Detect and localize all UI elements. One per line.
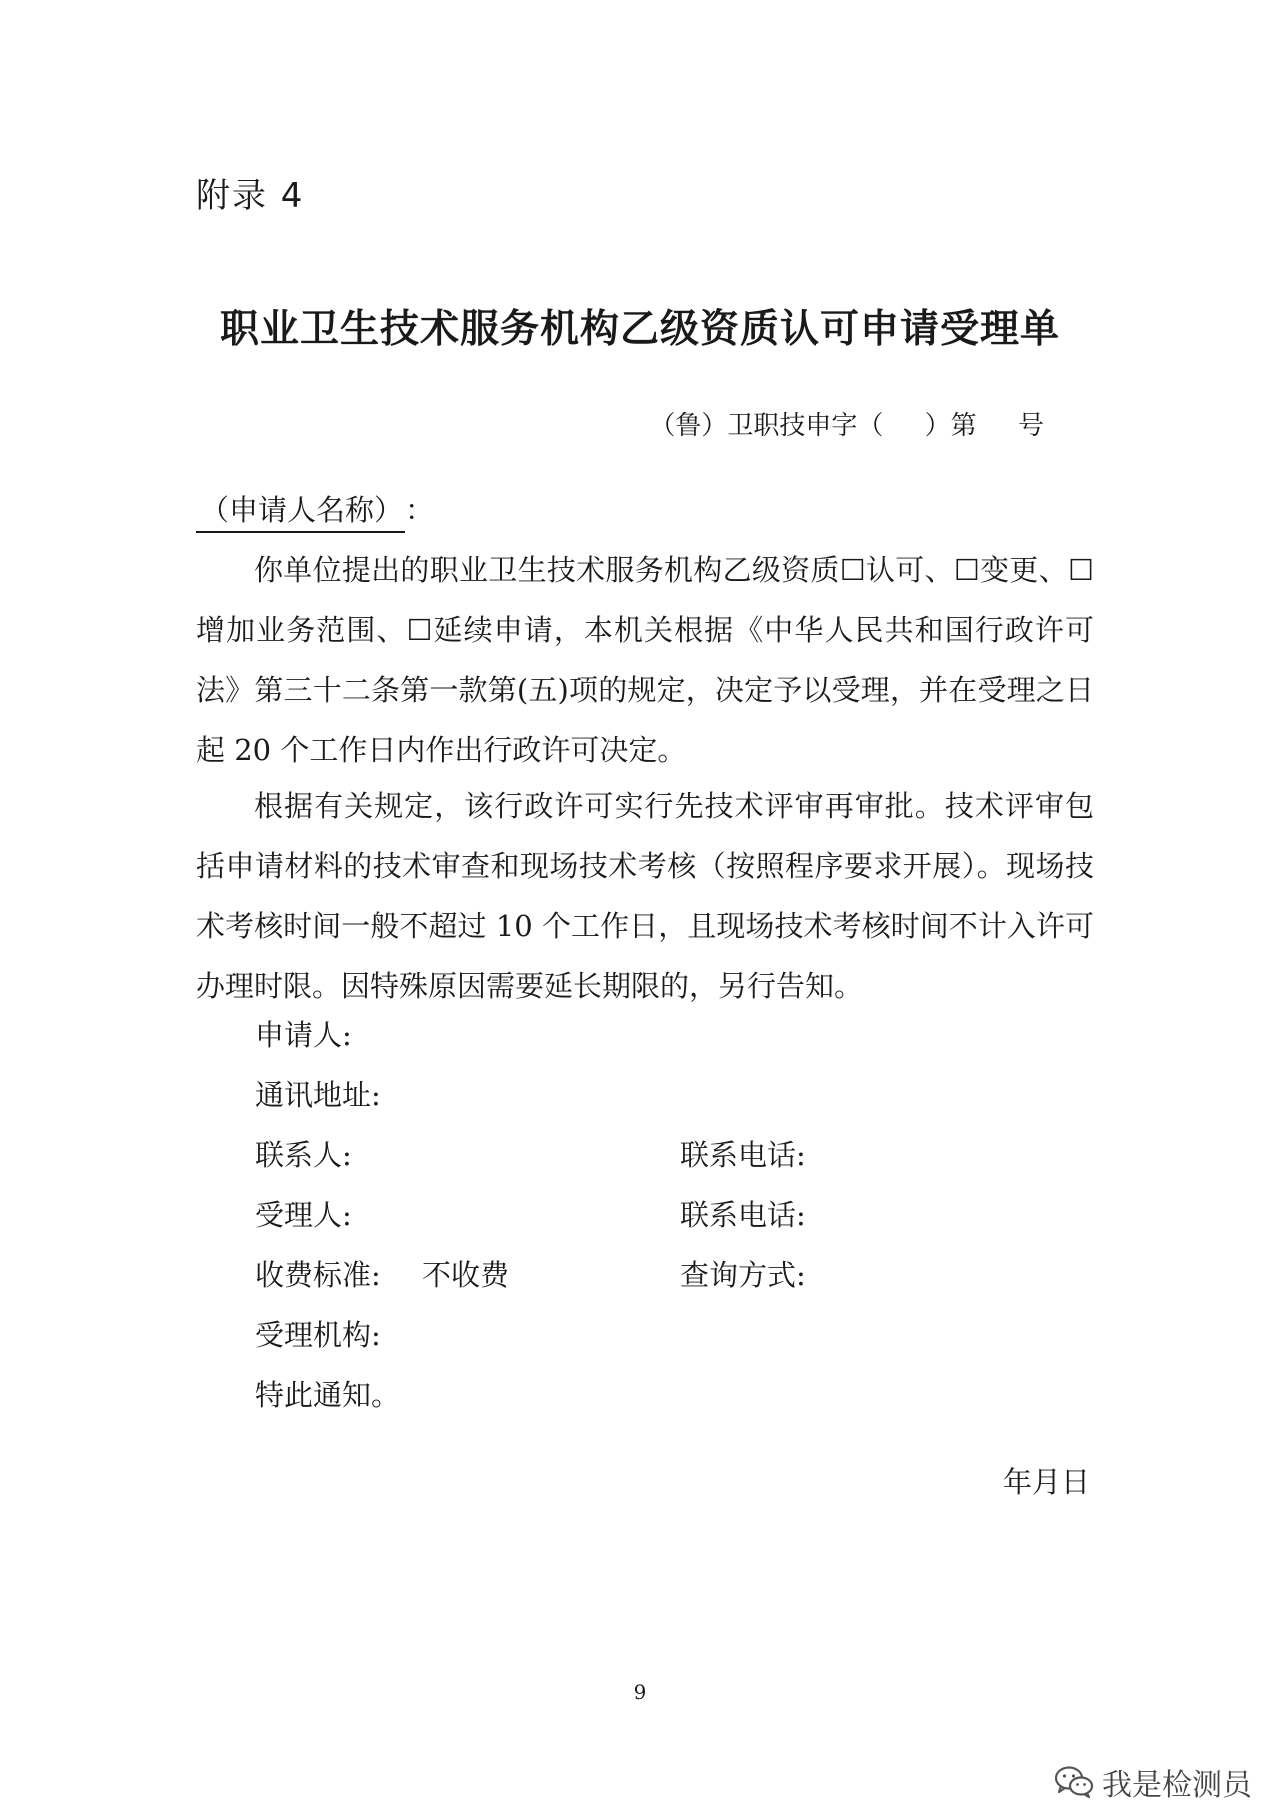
applicant-colon: ：	[405, 493, 435, 527]
document-title: 职业卫生技术服务机构乙级资质认可申请受理单	[219, 307, 1060, 352]
watermark-text: 我是检测员	[1102, 1768, 1252, 1803]
applicant-name-line	[196, 488, 434, 533]
field-handler: 受理人:	[255, 1198, 352, 1232]
field-applicant: 申请人:	[255, 1018, 352, 1052]
applicant-name-placeholder: （申请人名称）	[196, 488, 405, 533]
date-line: 年月日	[1002, 1465, 1090, 1499]
watermark	[1054, 1760, 1252, 1804]
field-contact: 联系人:	[255, 1138, 352, 1172]
field-contact-phone: 联系电话:	[680, 1138, 806, 1172]
field-query: 查询方式:	[680, 1258, 806, 1292]
field-fee-label: 收费标准:	[255, 1258, 381, 1292]
paragraph-acceptance: 你单位提出的职业卫生技术服务机构乙级资质☐认可、☐变更、☐增加业务范围、☐延续申请，本机关根据《中华人民共和国行政许可法》第三十二条第一款第(五)项的规定，决定予以受理，并在受理之日起 20 个工作日内作出行政许可决定。	[196, 553, 1094, 767]
paragraph-review: 根据有关规定，该行政许可实行先技术评审再审批。技术评审包括申请材料的技术审查和现场技术考核（按照程序要求开展）。现场技术考核时间一般不超过 10 个工作日，且现场技术考核时间不计入许可办理时限。因特殊原因需要延长期限的，另行告知。	[196, 789, 1094, 1003]
field-address: 通讯地址:	[255, 1078, 381, 1112]
page-number: 9	[633, 1680, 647, 1704]
appendix-label: 附录 4	[196, 176, 305, 216]
document-number: （鲁）卫职技申字（ ）第 号	[649, 411, 1044, 441]
field-fee-value: 不收费	[422, 1258, 510, 1292]
wechat-icon	[1054, 1765, 1094, 1799]
notice-text: 特此通知。	[255, 1378, 401, 1412]
field-agency: 受理机构:	[255, 1318, 381, 1352]
field-handler-phone: 联系电话:	[680, 1198, 806, 1232]
